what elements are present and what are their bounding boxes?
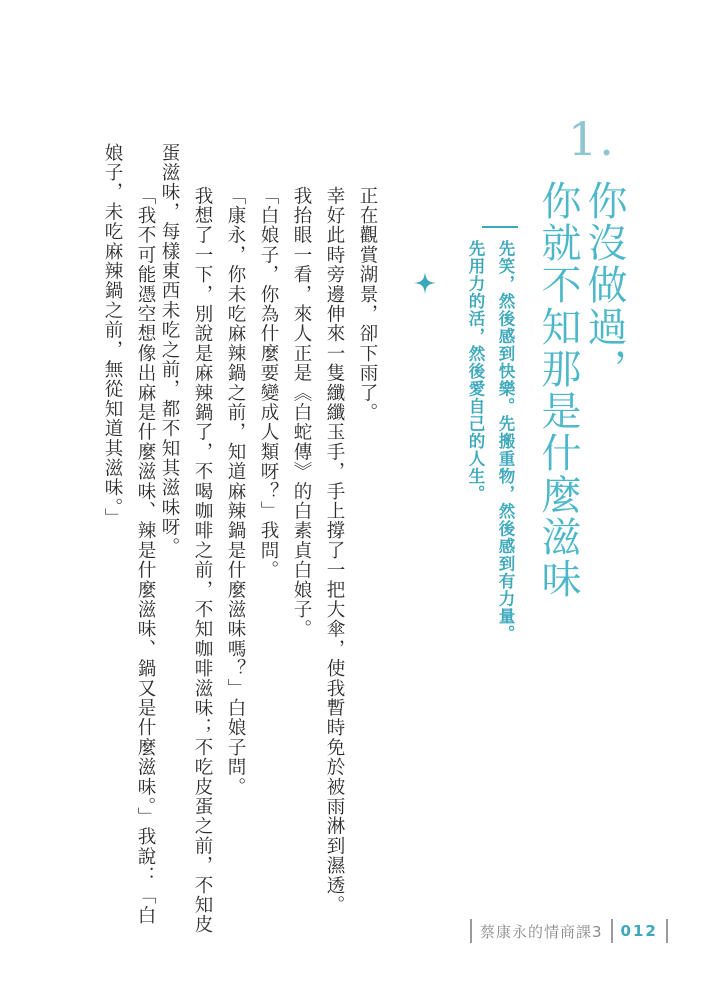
body-column-1: 正在觀賞湖景，卻下雨了。 bbox=[357, 186, 378, 423]
body-column-3: 我抬眼一看，來人正是《白蛇傳》的白素貞白娘子。 bbox=[291, 186, 312, 640]
footer-page-number: 012 bbox=[620, 922, 658, 940]
chapter-title-line-2: 你就不知那是什麼滋味 bbox=[535, 180, 581, 600]
subtitle-line-1: 先笑，然後感到快樂。先搬重物，然後感到有力量。 bbox=[496, 240, 515, 643]
footer-book-title: 蔡康永的情商課3 bbox=[480, 922, 603, 941]
body-column-2: 幸好此時旁邊伸來一隻纖纖玉手，手上撐了一把大傘，使我暫時免於被雨淋到濕透。 bbox=[324, 186, 345, 915]
chapter-number: 1. bbox=[568, 112, 616, 166]
body-column-9: 娘子，未吃麻辣鍋之前，無從知道其滋味。」 bbox=[102, 143, 123, 528]
sparkle-icon bbox=[414, 272, 436, 294]
subtitle-line-2: 先用力的活，然後愛自己的人生。 bbox=[466, 240, 485, 503]
chapter-title-line-1: 你沒做過， bbox=[581, 180, 627, 390]
body-column-6: 我想了一下，別說是麻辣鍋了，不喝咖啡之前，不知咖啡滋味；不吃皮蛋之前，不知皮 bbox=[192, 186, 213, 935]
body-column-5: 「康永，你未吃麻辣鍋之前，知道麻辣鍋是什麼滋味嗎？」白娘子問。 bbox=[225, 186, 246, 797]
body-column-4: 「白娘子，你為什麼要變成人類呀？」我問。 bbox=[258, 186, 279, 580]
footer-divider-right bbox=[666, 919, 668, 943]
footer-divider-left bbox=[470, 919, 472, 943]
footer-divider-middle bbox=[611, 919, 613, 943]
body-column-8: 「我不可能憑空想像出麻是什麼滋味、辣是什麼滋味、鍋又是什麼滋味。」我說：「白 bbox=[135, 186, 156, 926]
body-column-7: 蛋滋味，每樣東西未吃之前，都不知其滋味呀。 bbox=[159, 143, 180, 557]
page-footer bbox=[470, 918, 668, 944]
subtitle-accent-bar bbox=[482, 226, 518, 228]
